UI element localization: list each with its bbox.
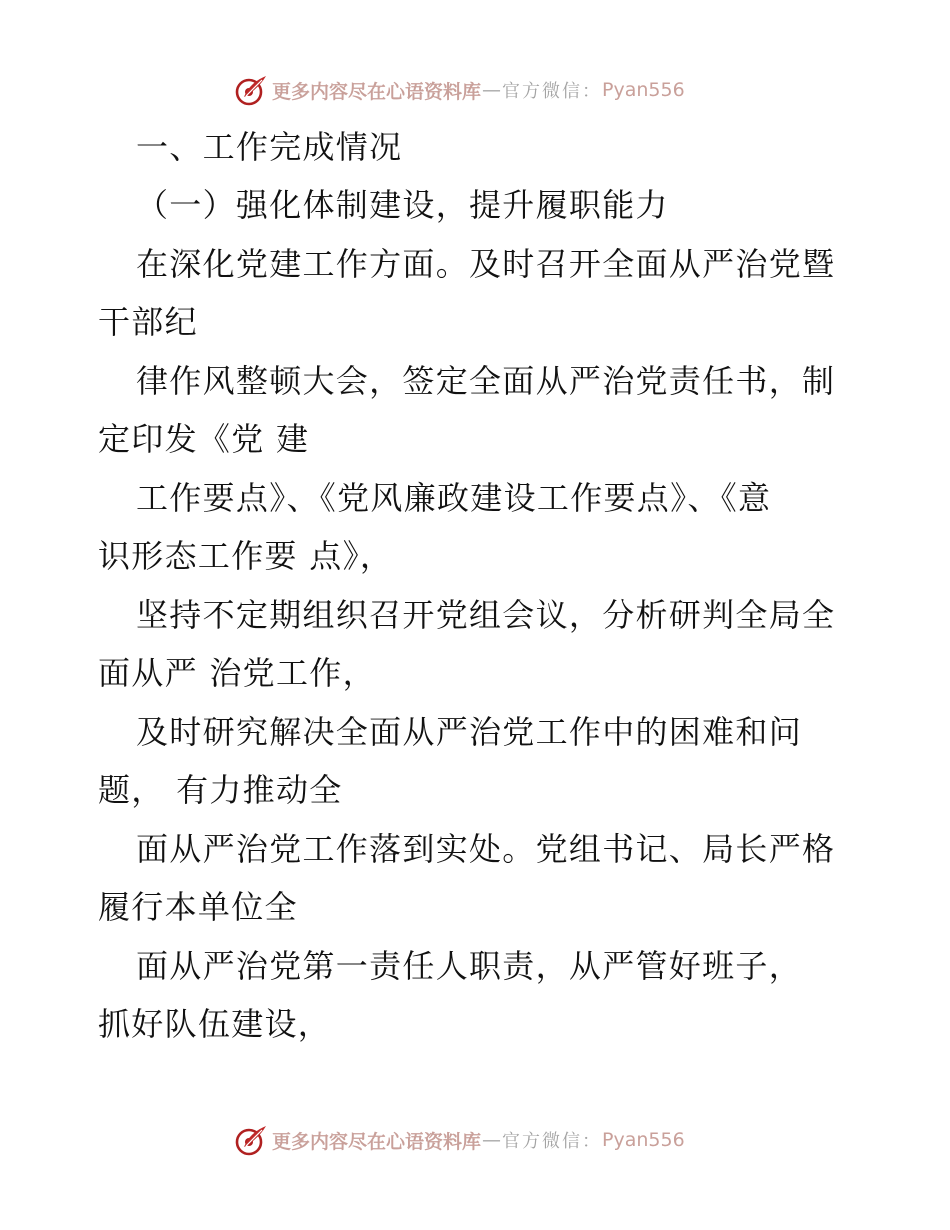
paragraph-line: 定印发《党 建 (98, 420, 310, 458)
watermark-wechat-id: Pyan556 (602, 79, 685, 101)
footer-watermark (234, 1122, 685, 1158)
paragraph-line: 面从严治党第一责任人职责，从严管好班子， (136, 947, 803, 985)
watermark-title: 更多内容尽在心语资料库 (272, 1130, 482, 1153)
paragraph-line: 题， 有力推动全 (98, 771, 343, 809)
paragraph-line: 及时研究解决全面从严治党工作中的困难和问 (136, 713, 803, 751)
paragraph-line: 面从严治党工作落到实处。党组书记、局长严格 (136, 830, 836, 868)
quill-logo-icon (234, 1123, 268, 1157)
watermark-dash: — (482, 79, 502, 101)
paragraph-line: 履行本单位全 (98, 888, 298, 926)
paragraph-line: 面从严 治党工作， (98, 654, 376, 692)
section-heading: 一、工作完成情况 (136, 128, 403, 166)
paragraph-line: 识形态工作要 点》， (98, 537, 394, 575)
paragraph-line: 在深化党建工作方面。及时召开全面从严治党暨 (136, 245, 836, 283)
watermark-wechat-id: Pyan556 (602, 1129, 685, 1151)
paragraph-line: 干部纪 (98, 303, 198, 341)
quill-logo-icon (234, 73, 268, 107)
watermark-wechat-label: 官方微信： (502, 81, 603, 102)
subsection-heading: （一）强化体制建设，提升履职能力 (136, 186, 669, 224)
watermark-wechat-label: 官方微信： (502, 1131, 603, 1152)
header-watermark (234, 72, 685, 108)
paragraph-line: 律作风整顿大会，签定全面从严治党责任书，制 (136, 362, 836, 400)
watermark-dash: — (482, 1129, 502, 1151)
paragraph-line: 抓好队伍建设， (98, 1005, 332, 1043)
paragraph-line: 工作要点》、《党风廉政建设工作要点》、《意 (136, 479, 772, 517)
watermark-title: 更多内容尽在心语资料库 (272, 80, 482, 103)
paragraph-line: 坚持不定期组织召开党组会议，分析研判全局全 (136, 596, 836, 634)
